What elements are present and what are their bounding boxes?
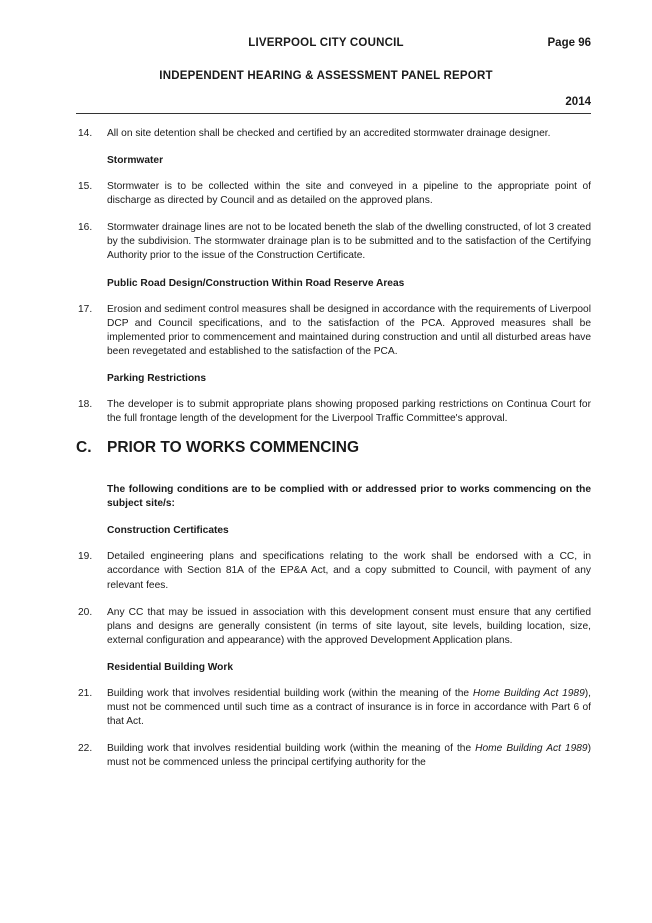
condition-text: Any CC that may be issued in association with this development consent must ensure that any certified plans and designs are generally consistent (in terms of site layout, site levels, building location, size, external configuration and appearance) with the approved Development Application plans. <box>107 606 591 646</box>
header-council: LIVERPOOL CITY COUNCIL <box>248 37 404 49</box>
condition-14 <box>76 127 591 141</box>
condition-number: 14. <box>78 128 93 139</box>
subheading-residential-building-work: Residential Building Work <box>107 661 234 673</box>
subheading-construction-certificates: Construction Certificates <box>107 525 229 537</box>
section-c-heading <box>76 439 591 457</box>
condition-text: Stormwater drainage lines are not to be located beneth the slab of the dwelling constructed, of lot 3 created by the subdivision. The stormwater drainage plan is to be submitted and to the satisfaction of the Certifying Authority prior to the issue of the Construction Certificate. <box>107 222 591 262</box>
page-number: Page 96 <box>547 37 591 49</box>
condition-text <box>107 742 591 770</box>
condition-text-part: Building work that involves residential building work (within the meaning of the <box>107 687 473 699</box>
condition-15 <box>76 180 591 208</box>
header-rule <box>76 113 591 114</box>
condition-text: All on site detention shall be checked and certified by an accredited stormwater drainage designer. <box>107 128 551 139</box>
subheading-public-road: Public Road Design/Construction Within Road Reserve Areas <box>107 277 405 289</box>
section-title: PRIOR TO WORKS COMMENCING <box>107 439 360 457</box>
condition-22 <box>76 742 591 770</box>
condition-text: Erosion and sediment control measures shall be designed in accordance with the requirements of Liverpool DCP and Council specifications, and to the satisfaction of the PCA. Approved measures shall be implemented prior to commencement and maintained during construction and until all disturbed areas have been revegetated and established to the satisfaction of the PCA. <box>107 303 591 357</box>
condition-number: 17. <box>78 303 93 315</box>
condition-number: 19. <box>78 551 93 563</box>
condition-17 <box>76 303 591 359</box>
condition-text: The developer is to submit appropriate plans showing proposed parking restrictions on Continua Court for the full frontage length of the development for the Liverpool Traffic Committee's approval. <box>107 398 591 425</box>
condition-text <box>107 687 591 729</box>
condition-19 <box>76 550 591 592</box>
condition-text-part: ), must not be commenced until such time as a contract of insurance is in force in accordance with Part 6 of that Act. <box>107 687 591 728</box>
condition-16 <box>76 221 591 263</box>
subheading-stormwater: Stormwater <box>107 155 164 167</box>
report-year: 2014 <box>565 96 591 108</box>
condition-18 <box>76 398 591 426</box>
subheading-parking: Parking Restrictions <box>107 372 207 384</box>
act-name: Home Building Act 1989 <box>475 743 588 755</box>
section-letter: C. <box>76 439 92 457</box>
section-intro: The following conditions are to be complied with or addressed prior to works commencing on the subject site/s: <box>107 484 591 510</box>
document-body <box>76 127 591 783</box>
act-name: Home Building Act 1989 <box>472 687 585 699</box>
condition-number: 18. <box>78 398 93 410</box>
condition-number: 20. <box>78 606 93 618</box>
condition-number: 21. <box>78 687 93 699</box>
condition-number: 15. <box>78 181 93 193</box>
condition-20 <box>76 606 591 648</box>
condition-text-part: Building work that involves residential building work (within the meaning of the <box>107 743 476 755</box>
report-title: INDEPENDENT HEARING & ASSESSMENT PANEL REPORT <box>159 70 493 82</box>
condition-text-part: ) must not be commenced unless the principal certifying authority for the <box>107 743 591 769</box>
condition-21 <box>76 687 591 729</box>
condition-text: Stormwater is to be collected within the site and conveyed in a pipeline to the appropriate point of discharge as directed by Council and as detailed on the approved plans. <box>107 181 591 207</box>
condition-text: Detailed engineering plans and specifications relating to the work shall be endorsed with a CC, in accordance with Section 81A of the EP&A Act, and a copy submitted to Council, with payment of any relevant fees. <box>107 551 591 591</box>
condition-number: 16. <box>78 222 93 234</box>
condition-number: 22. <box>78 743 93 755</box>
